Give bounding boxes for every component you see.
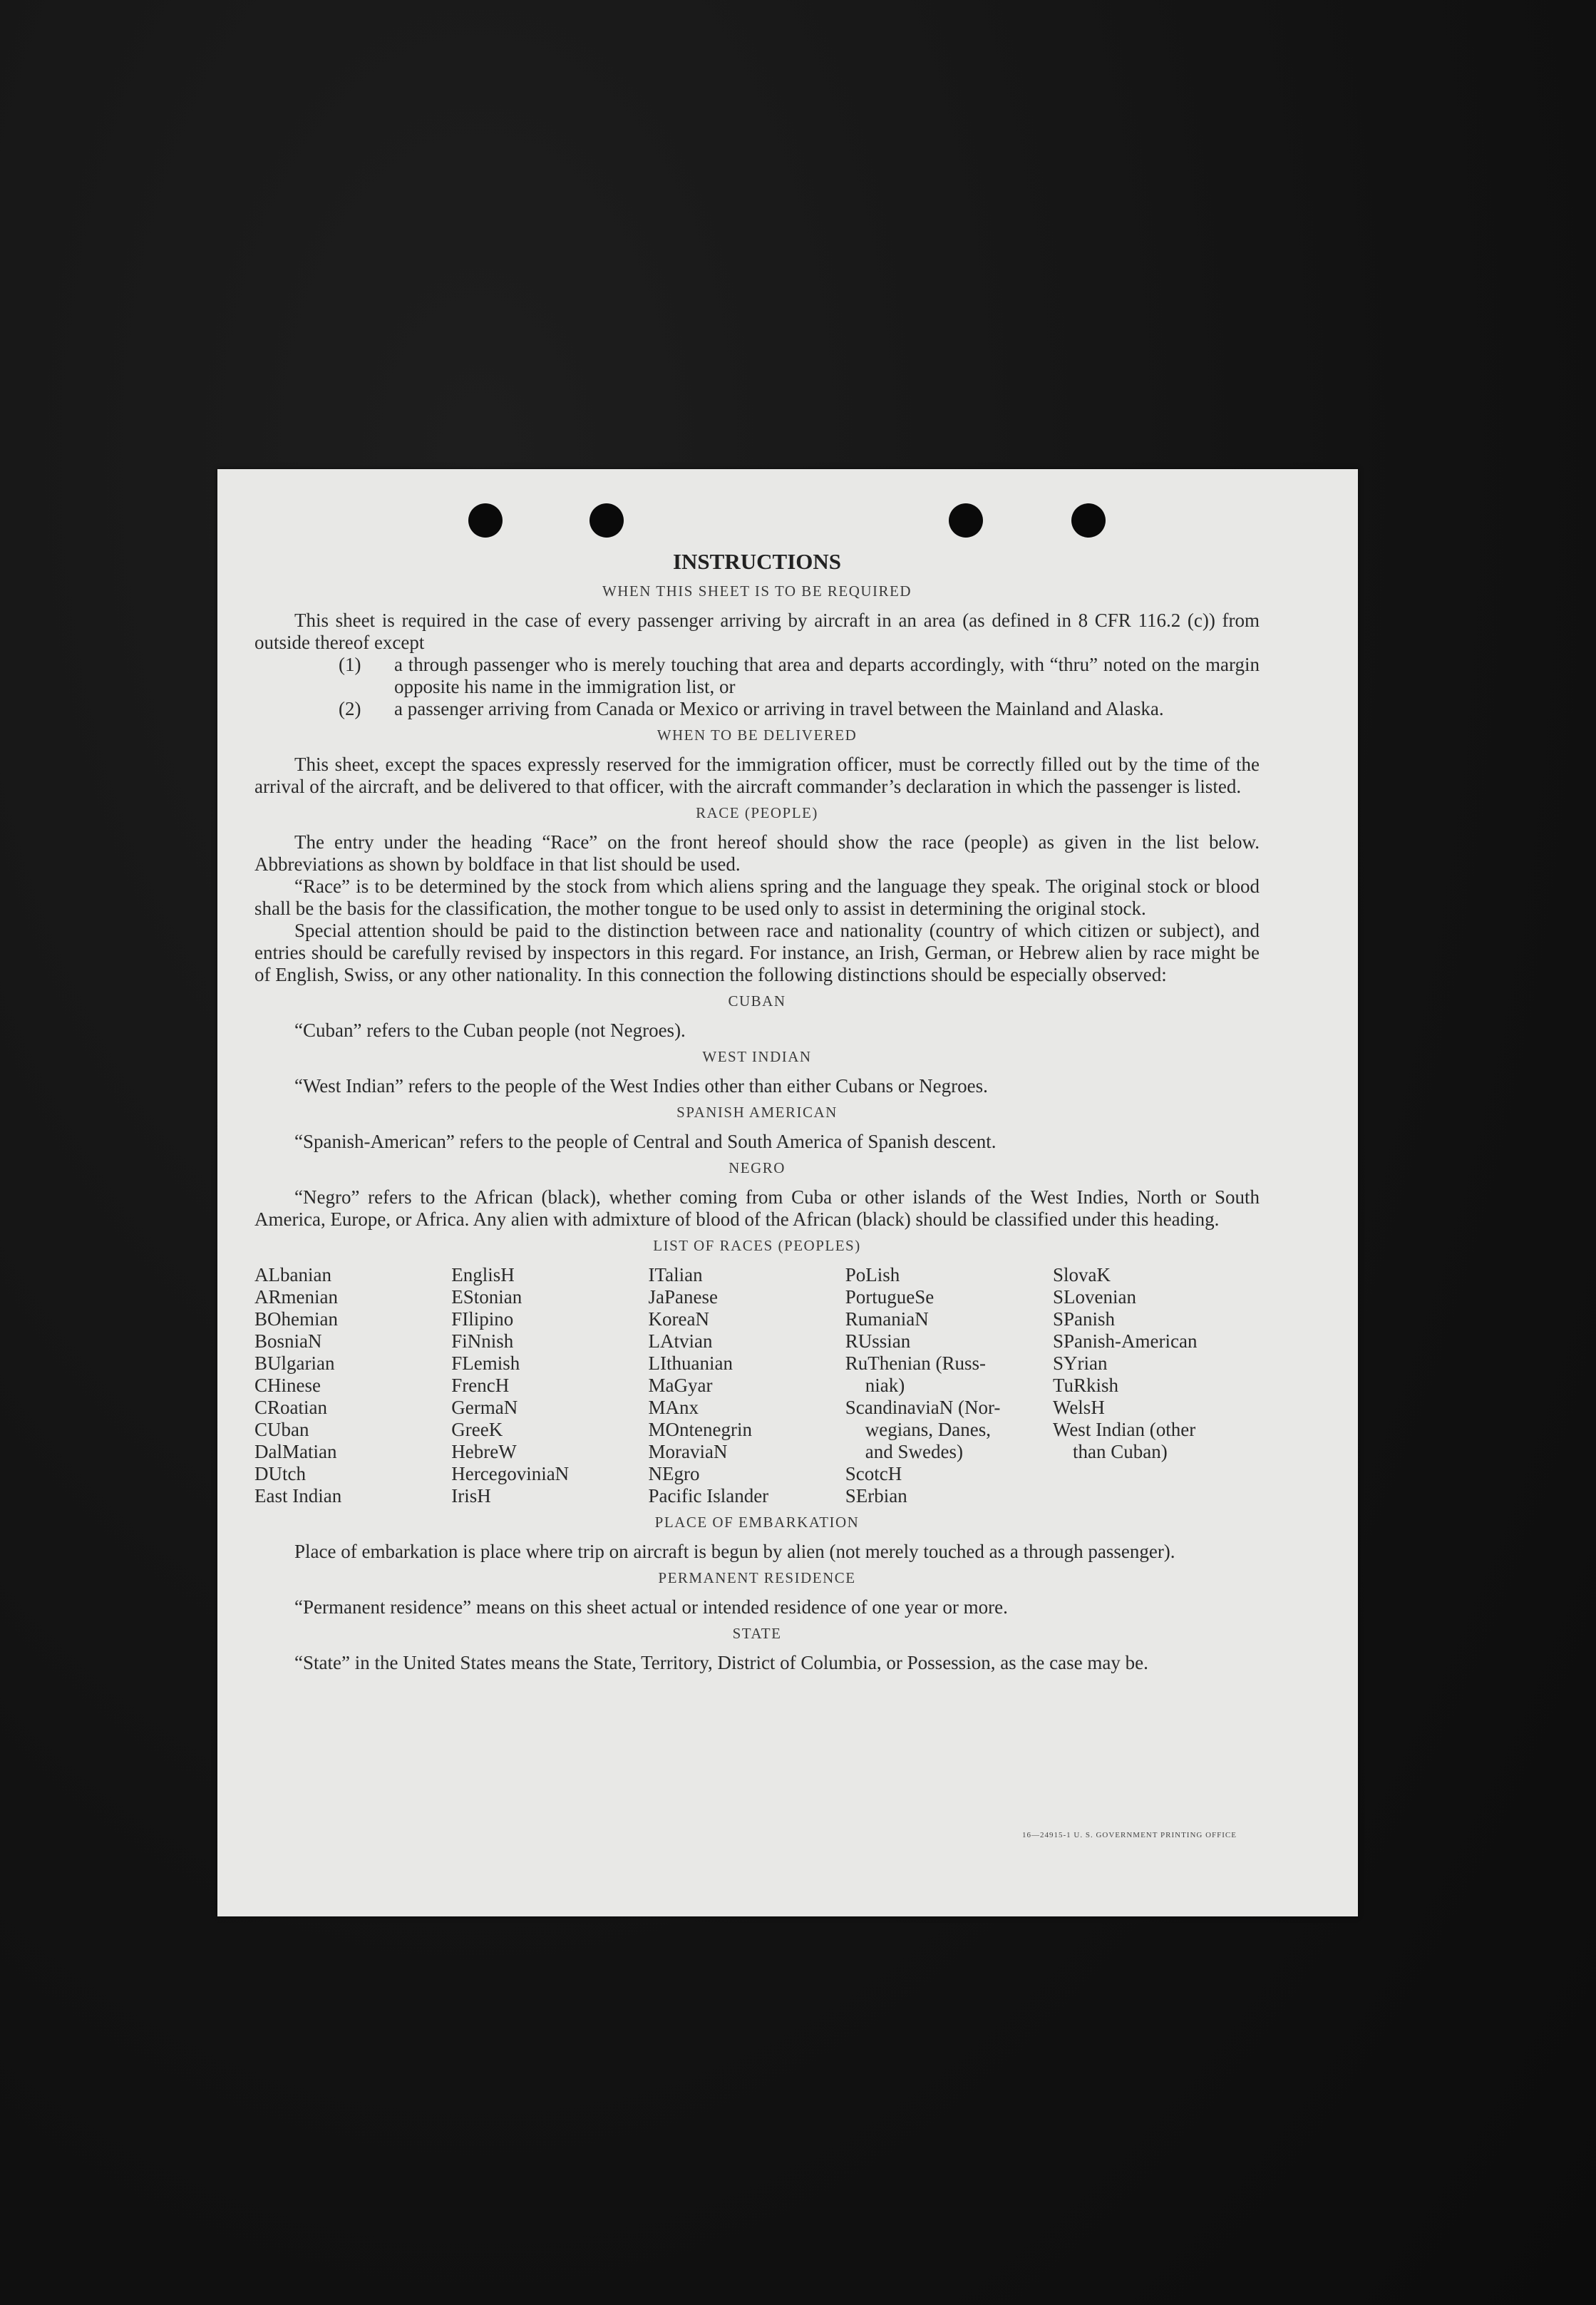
residence-text: “Permanent residence” means on this sheet actual or intended residence of one year or more. (294, 1596, 1008, 1618)
race-entry: West Indian (other (1053, 1419, 1196, 1440)
race-entry: ScotcH (845, 1463, 902, 1484)
race-entry: ScandinaviaN (Nor- (845, 1397, 1001, 1418)
west-indian-text: “West Indian” refers to the people of the West Indies other than either Cubans or Negroes. (294, 1075, 988, 1097)
delivered-text: This sheet, except the spaces expressly reserved for the immigration officer, must be correctly filled out by the time of the arrival of the aircraft, and be delivered to that officer, with the aircraft commander’s declaration in which the passenger is listed. (254, 754, 1260, 797)
race-entry: CRoatian (254, 1397, 327, 1418)
race-entry: BOhemian (254, 1308, 338, 1330)
races-column (254, 1264, 451, 1507)
race-entry: SPanish (1053, 1308, 1116, 1330)
exception-text: a passenger arriving from Canada or Mexico or arriving in travel between the Mainland and Alaska. (394, 698, 1164, 719)
race-entry: LIthuanian (648, 1352, 733, 1374)
race-paragraph: The entry under the heading “Race” on the front hereof should show the race (people) as given in the list below. Abbreviations as shown by boldface in that list should be used. (254, 831, 1260, 875)
exception-text: a through passenger who is merely touching that area and departs accordingly, with “thru” noted on the margin opposite his name in the immigration list, or (394, 654, 1260, 697)
race-entry: ALbanian (254, 1264, 331, 1285)
race-entry: MOntenegrin (648, 1419, 752, 1440)
race-entry: JaPanese (648, 1286, 718, 1308)
punch-hole (949, 503, 983, 538)
race-entry: KoreaN (648, 1308, 709, 1330)
race-entry: niak) (865, 1375, 905, 1396)
negro-text: “Negro” refers to the African (black), whether coming from Cuba or other islands of the West Indies, North or South America, Europe, or Africa. Any alien with admixture of blood of the African (black) should be classified under this heading. (254, 1186, 1260, 1230)
race-entry: LAtvian (648, 1330, 713, 1352)
race-paragraph: Special attention should be paid to the distinction between race and nationality (country of which citizen or subject), and entries should be carefully revised by inspectors in this regard. For instance, an Irish, German, or Hebrew alien by race might be of English, Swiss, or any other nationality. In this connection the following distinctions should be especially observed: (254, 920, 1260, 985)
race-entry: GermaN (451, 1397, 518, 1418)
race-entry: HercegovinіaN (451, 1463, 570, 1484)
section-heading-west-indian: WEST INDIAN (702, 1048, 812, 1065)
page-title: INSTRUCTIONS (672, 549, 841, 574)
race-entry: and Swedes) (865, 1441, 963, 1462)
exception-number: (1) (339, 654, 361, 675)
document-body (254, 549, 1260, 1674)
embarkation-text: Place of embarkation is place where trip on aircraft is begun by alien (not merely touched as a through passenger). (294, 1541, 1175, 1562)
exception-list (254, 654, 1260, 720)
race-entry: CHinese (254, 1375, 321, 1396)
race-entry: East Indian (254, 1485, 342, 1506)
section-heading-state: STATE (732, 1625, 782, 1642)
races-column (845, 1264, 1052, 1507)
race-entry: SYrian (1053, 1352, 1108, 1374)
race-entry: ITalian (648, 1264, 703, 1285)
section-heading-spanish-american: SPANISH AMERICAN (676, 1104, 838, 1121)
race-paragraph: “Race” is to be determined by the stock from which aliens spring and the language they speak. The original stock or blood shall be the basis for the classification, the mother tongue to be used only to assist in determining the original stock. (254, 876, 1260, 919)
race-entry: wegians, Danes, (865, 1419, 991, 1440)
races-column (451, 1264, 647, 1507)
punch-hole (1071, 503, 1106, 538)
race-entry: TuRkish (1053, 1375, 1119, 1396)
race-entry: DalMatian (254, 1441, 337, 1462)
race-entry: MaGyar (648, 1375, 713, 1396)
section-heading-delivered: WHEN TO BE DELIVERED (657, 727, 858, 744)
punch-hole (590, 503, 624, 538)
race-entry: HebreW (451, 1441, 517, 1462)
section-heading-races-list: LIST OF RACES (PEOPLES) (653, 1237, 861, 1254)
section-heading-cuban: CUBAN (728, 992, 786, 1010)
race-entry: CUban (254, 1419, 309, 1440)
race-entry: NEgro (648, 1463, 700, 1484)
section-heading-race: RACE (PEOPLE) (696, 804, 818, 821)
race-entry: SErbian (845, 1485, 907, 1506)
race-entry: FiNnish (451, 1330, 514, 1352)
race-entry: FLemish (451, 1352, 520, 1374)
exception-number: (2) (339, 698, 361, 719)
required-intro: This sheet is required in the case of every passenger arriving by aircraft in an area (as defined in 8 CFR 116.2 (c)) from outside thereof except (254, 610, 1260, 653)
race-entry: RumaniaN (845, 1308, 929, 1330)
race-entry: MAnx (648, 1397, 699, 1418)
spanish-american-text: “Spanish-American” refers to the people of Central and South America of Spanish descent. (294, 1131, 997, 1152)
races-table (254, 1264, 1260, 1507)
race-entry: DUtch (254, 1463, 306, 1484)
race-entry: WelsH (1053, 1397, 1105, 1418)
punch-hole (468, 503, 503, 538)
race-entry: PoLish (845, 1264, 900, 1285)
race-entry: PortugueSe (845, 1286, 935, 1308)
race-entry: BUlgarian (254, 1352, 335, 1374)
section-heading-required: WHEN THIS SHEET IS TO BE REQUIRED (602, 582, 912, 600)
printer-imprint: 16—24915-1 U. S. GOVERNMENT PRINTING OFFICE (1021, 1831, 1237, 1839)
section-heading-negro: NEGRO (729, 1159, 786, 1176)
races-column (1053, 1264, 1260, 1507)
race-entry: GreeK (451, 1419, 503, 1440)
race-entry: SPanish-American (1053, 1330, 1198, 1352)
exception-item (254, 654, 1260, 698)
race-entry: IrisH (451, 1485, 491, 1506)
state-text: “State” in the United States means the State, Territory, District of Columbia, or Possession, as the case may be. (294, 1652, 1148, 1673)
section-heading-residence: PERMANENT RESIDENCE (658, 1569, 856, 1586)
race-entry: Pacific Islander (648, 1485, 769, 1506)
race-entry: EnglisH (451, 1264, 515, 1285)
cuban-text: “Cuban” refers to the Cuban people (not Negroes). (294, 1020, 686, 1041)
race-entry: FrencH (451, 1375, 510, 1396)
section-heading-embarkation: PLACE OF EMBARKATION (654, 1514, 860, 1531)
race-entry: FIlipino (451, 1308, 514, 1330)
exception-item (254, 698, 1260, 720)
race-entry: ARmenian (254, 1286, 338, 1308)
race-entry: MoraviaN (648, 1441, 728, 1462)
race-entry: EStonian (451, 1286, 522, 1308)
race-entry: SlovaK (1053, 1264, 1111, 1285)
race-entry: than Cuban) (1073, 1441, 1168, 1462)
race-entry: RUssian (845, 1330, 911, 1352)
races-column (649, 1264, 845, 1507)
race-entry: BosniaN (254, 1330, 322, 1352)
race-entry: RuThenian (Russ- (845, 1352, 986, 1374)
instruction-sheet (217, 469, 1358, 1916)
race-entry: SLovenian (1053, 1286, 1136, 1308)
